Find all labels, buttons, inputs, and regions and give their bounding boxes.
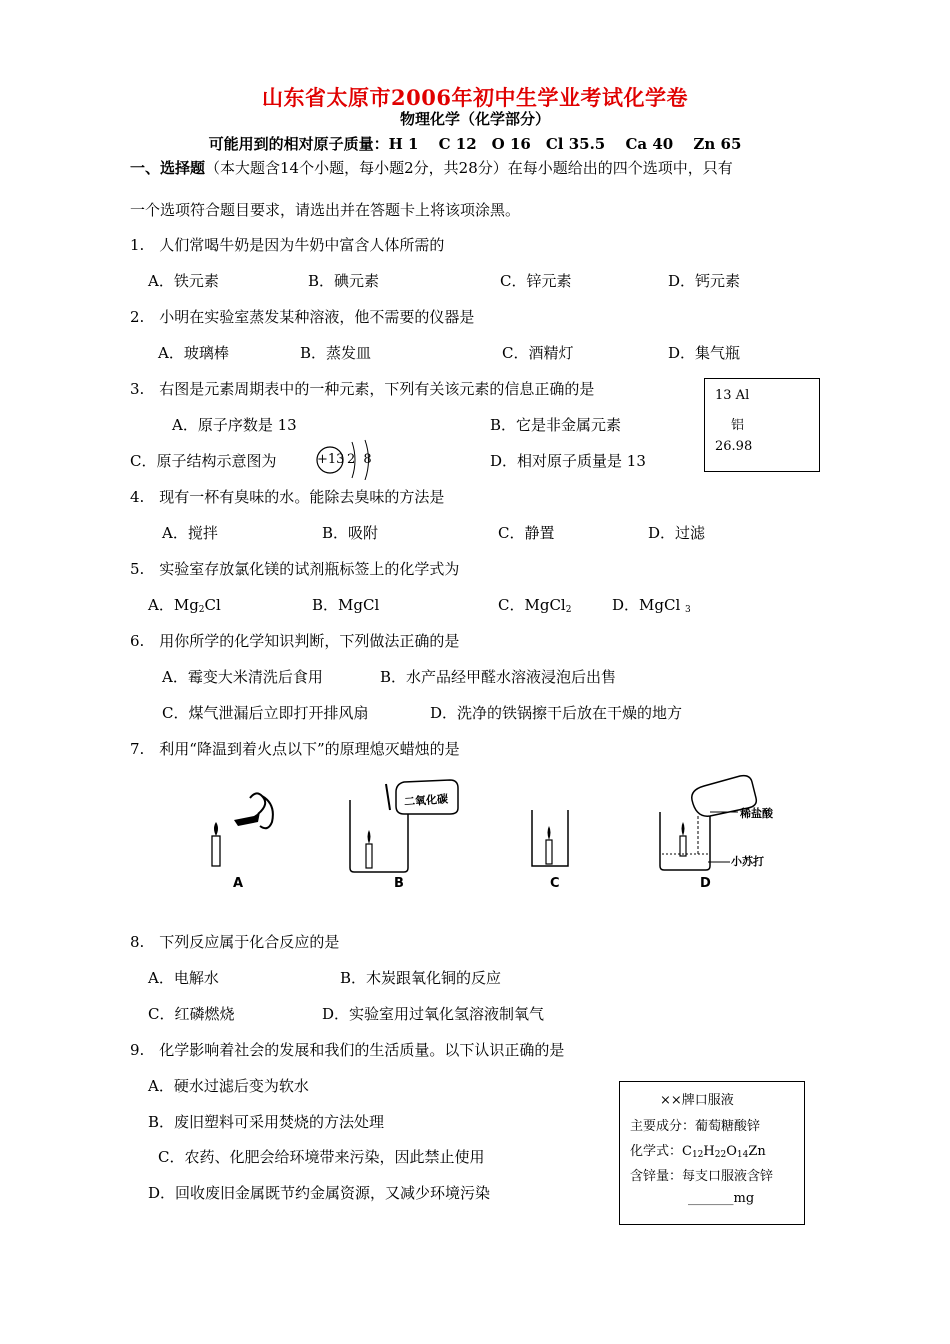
q7-stem: 7. 利用“降温到着火点以下”的原理熄灭蜡烛的是 [130, 740, 460, 758]
q2-option-c: C．酒精灯 [502, 344, 574, 362]
product-blank: _______mg [688, 1191, 755, 1206]
q2-option-d: D．集气瓶 [668, 344, 741, 362]
product-label-box [619, 1081, 805, 1225]
q6-option-c: C．煤气泄漏后立即打开排风扇 [162, 704, 369, 722]
q6-option-b: B．水产品经甲醛水溶液浸泡后出售 [380, 668, 617, 686]
exam-subtitle: 物理化学（化学部分） [399, 110, 550, 128]
q5-option-a: A．$Mg_2Cl$ [148, 596, 221, 615]
q1-option-d: D．钙元素 [668, 272, 741, 290]
element-card [704, 378, 820, 472]
q9-option-a: A．硬水过滤后变为软水 [148, 1077, 309, 1095]
product-zinc-content: 含锌量：每支口服液含锌 [630, 1169, 774, 1184]
q3-option-d: D．相对原子质量是 13 [490, 452, 646, 470]
q3-option-b: B．它是非金属元素 [490, 416, 622, 434]
product-formula: 化学式：$C_{12}H_{22}O_{14}Zn$ [630, 1144, 766, 1160]
q8-option-b: B．木炭跟氧化铜的反应 [340, 969, 502, 987]
element-symbol: 13 Al [715, 388, 750, 403]
q4-option-b: B．吸附 [322, 524, 379, 542]
section-intro [130, 158, 733, 178]
q6-stem: 6. 用你所学的化学知识判断，下列做法正确的是 [130, 632, 460, 650]
q9-stem: 9. 化学影响着社会的发展和我们的生活质量。以下认识正确的是 [130, 1041, 565, 1059]
electron-shells: 2 8 [347, 452, 374, 467]
q9-option-d: D．回收废旧金属既节约金属资源，又减少环境污染 [148, 1184, 491, 1202]
product-ingredient: 主要成分：葡萄糖酸锌 [630, 1119, 761, 1134]
q5-option-b: B．MgCl [312, 596, 380, 614]
q1-option-b: B．碘元素 [308, 272, 380, 290]
q9-option-c: C．农药、化肥会给环境带来污染，因此禁止使用 [158, 1148, 485, 1166]
acid-label: 稀盐酸 [740, 807, 773, 820]
figure-label-d: D [700, 876, 711, 891]
element-name: 铝 [731, 418, 745, 433]
q5-stem: 5. 实验室存放氯化镁的试剂瓶标签上的化学式为 [130, 560, 460, 578]
q5-option-d: D．MgCl $_3$ [612, 596, 691, 615]
section-heading: 一、选择题 [130, 159, 206, 177]
q9-option-b: B．废旧塑料可采用焚烧的方法处理 [148, 1113, 385, 1131]
q3-option-c: C．原子结构示意图为 [130, 452, 277, 470]
q4-option-c: C．静置 [498, 524, 555, 542]
figure-c-candle-in-glass [532, 810, 568, 866]
exam-title: 山东省太原市2006年初中生学业考试化学卷 [262, 85, 688, 110]
q1-option-a: A．铁元素 [148, 272, 219, 290]
q8-option-a: A．电解水 [148, 969, 219, 987]
atomic-masses: 可能用到的相对原子质量：H 1 C 12 O 16 Cl 35.5 Ca 40 Zn 65 [208, 135, 742, 153]
section-intro-line2: 一个选项符合题目要求，请选出并在答题卡上将该项涂黑。 [130, 201, 521, 219]
q3-stem: 3. 右图是元素周期表中的一种元素，下列有关该元素的信息正确的是 [130, 380, 595, 398]
section-intro-text: （本大题含14个小题，每小题2分，共28分）在每小题给出的四个选项中，只有 [205, 159, 733, 177]
q8-option-d: D．实验室用过氧化氢溶液制氧气 [322, 1005, 545, 1023]
q6-option-d: D．洗净的铁锅擦干后放在干燥的地方 [430, 704, 683, 722]
atom-structure-diagram [312, 436, 380, 480]
soda-label: 小苏打 [731, 855, 764, 868]
element-mass: 26.98 [715, 439, 753, 454]
q2-stem: 2. 小明在实验室蒸发某种溶液，他不需要的仪器是 [130, 308, 475, 326]
figure-label-b: B [394, 876, 404, 891]
q2-option-b: B．蒸发皿 [300, 344, 372, 362]
product-title: ××牌口服液 [660, 1093, 734, 1108]
nucleus-charge: +13 [317, 452, 345, 467]
co2-label: 二氧化碳 [403, 792, 449, 809]
figure-label-c: C [550, 876, 560, 891]
q7-figures [190, 770, 790, 900]
q8-option-c: C．红磷燃烧 [148, 1005, 235, 1023]
q2-option-a: A．玻璃棒 [158, 344, 229, 362]
q1-stem: 1. 人们常喝牛奶是因为牛奶中富含人体所需的 [130, 236, 445, 254]
q5-option-c: C．MgCl$_2$ [498, 596, 572, 615]
q4-option-d: D．过滤 [648, 524, 706, 542]
q8-stem: 8. 下列反应属于化合反应的是 [130, 933, 340, 951]
q1-option-c: C．锌元素 [500, 272, 572, 290]
figure-a-candle [212, 793, 273, 866]
q4-stem: 4. 现有一杯有臭味的水。能除去臭味的方法是 [130, 488, 445, 506]
figure-label-a: A [233, 876, 244, 891]
q6-option-a: A．霉变大米清洗后食用 [162, 668, 323, 686]
q3-option-a: A．原子序数是 13 [172, 416, 297, 434]
q4-option-a: A．搅拌 [162, 524, 218, 542]
